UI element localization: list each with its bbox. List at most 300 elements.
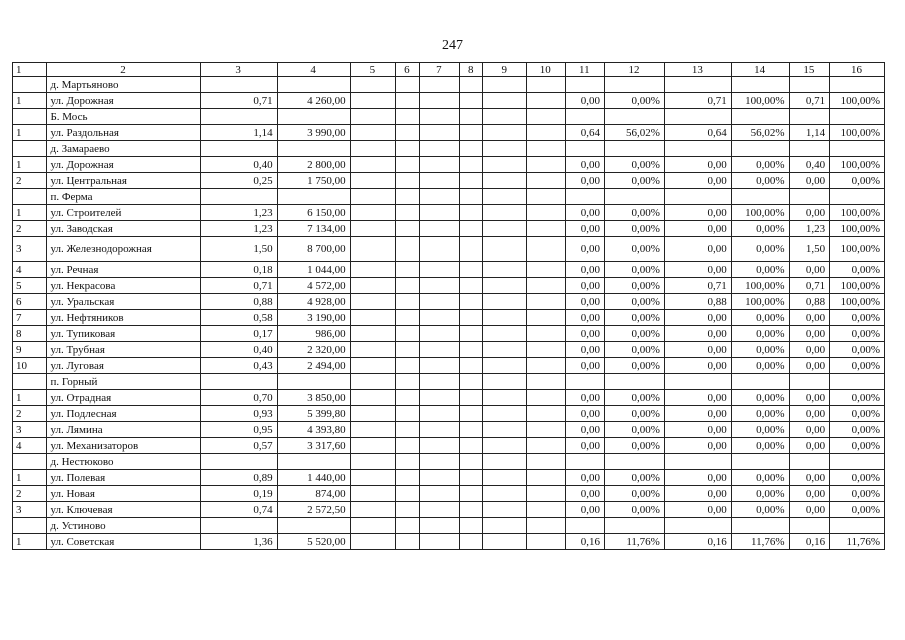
col-4-cell: 5 520,00 <box>277 534 350 550</box>
row-num-cell: 7 <box>13 310 47 326</box>
col-3-cell <box>200 374 277 390</box>
col-9-cell <box>483 77 527 93</box>
col-8-cell <box>460 326 483 342</box>
row-num-cell: 1 <box>13 390 47 406</box>
col-12-cell: 0,00% <box>605 173 665 189</box>
column-header: 14 <box>731 63 789 77</box>
col-15-cell: 0,00 <box>789 502 830 518</box>
column-header: 6 <box>396 63 419 77</box>
col-6-cell <box>396 77 419 93</box>
col-3-cell: 0,71 <box>200 93 277 109</box>
col-11-cell: 0,00 <box>565 294 605 310</box>
row-num-cell: 1 <box>13 470 47 486</box>
col-4-cell: 4 928,00 <box>277 294 350 310</box>
col-15-cell: 0,00 <box>789 486 830 502</box>
col-8-cell <box>460 454 483 470</box>
col-13-cell: 0,00 <box>664 205 731 221</box>
col-10-cell <box>527 109 566 125</box>
table-row <box>13 470 885 486</box>
col-11-cell: 0,00 <box>565 262 605 278</box>
col-7-cell <box>419 93 460 109</box>
col-10-cell <box>527 237 566 262</box>
col-5-cell <box>350 358 396 374</box>
col-10-cell <box>527 262 566 278</box>
col-10-cell <box>527 221 566 237</box>
col-12-cell: 0,00% <box>605 205 665 221</box>
col-5-cell <box>350 109 396 125</box>
col-14-cell <box>731 77 789 93</box>
col-9-cell <box>483 262 527 278</box>
table-row <box>13 358 885 374</box>
col-3-cell <box>200 518 277 534</box>
col-9-cell <box>483 518 527 534</box>
col-6-cell <box>396 342 419 358</box>
table-row <box>13 205 885 221</box>
table-row <box>13 406 885 422</box>
col-15-cell: 0,00 <box>789 358 830 374</box>
col-16-cell <box>830 454 885 470</box>
row-num-cell: 2 <box>13 221 47 237</box>
col-10-cell <box>527 141 566 157</box>
col-13-cell <box>664 518 731 534</box>
street-cell: ул. Подлесная <box>47 406 200 422</box>
col-5-cell <box>350 278 396 294</box>
col-10-cell <box>527 326 566 342</box>
col-14-cell: 0,00% <box>731 262 789 278</box>
col-12-cell: 0,00% <box>605 438 665 454</box>
row-num-cell <box>13 374 47 390</box>
col-4-cell: 874,00 <box>277 486 350 502</box>
row-num-cell <box>13 77 47 93</box>
col-16-cell: 0,00% <box>830 406 885 422</box>
col-13-cell: 0,88 <box>664 294 731 310</box>
row-num-cell: 10 <box>13 358 47 374</box>
col-13-cell: 0,00 <box>664 173 731 189</box>
col-12-cell <box>605 374 665 390</box>
col-6-cell <box>396 125 419 141</box>
col-4-cell: 1 750,00 <box>277 173 350 189</box>
col-15-cell: 0,71 <box>789 278 830 294</box>
col-7-cell <box>419 374 460 390</box>
col-13-cell <box>664 374 731 390</box>
col-9-cell <box>483 374 527 390</box>
col-14-cell: 0,00% <box>731 390 789 406</box>
col-11-cell <box>565 518 605 534</box>
col-8-cell <box>460 390 483 406</box>
col-3-cell: 0,18 <box>200 262 277 278</box>
col-11-cell: 0,00 <box>565 342 605 358</box>
col-15-cell: 0,00 <box>789 438 830 454</box>
col-7-cell <box>419 77 460 93</box>
col-6-cell <box>396 173 419 189</box>
col-12-cell <box>605 77 665 93</box>
col-16-cell: 0,00% <box>830 470 885 486</box>
col-9-cell <box>483 157 527 173</box>
col-5-cell <box>350 77 396 93</box>
settlement-row <box>13 374 885 390</box>
table-row <box>13 486 885 502</box>
col-8-cell <box>460 205 483 221</box>
col-6-cell <box>396 93 419 109</box>
col-13-cell: 0,00 <box>664 310 731 326</box>
col-10-cell <box>527 486 566 502</box>
col-13-cell: 0,00 <box>664 470 731 486</box>
col-4-cell: 4 572,00 <box>277 278 350 294</box>
col-5-cell <box>350 326 396 342</box>
col-13-cell: 0,00 <box>664 221 731 237</box>
col-5-cell <box>350 486 396 502</box>
col-11-cell: 0,00 <box>565 502 605 518</box>
col-13-cell: 0,71 <box>664 278 731 294</box>
col-4-cell <box>277 454 350 470</box>
col-7-cell <box>419 157 460 173</box>
table-row <box>13 237 885 262</box>
col-15-cell: 1,14 <box>789 125 830 141</box>
col-9-cell <box>483 221 527 237</box>
col-14-cell: 0,00% <box>731 422 789 438</box>
col-11-cell: 0,64 <box>565 125 605 141</box>
col-14-cell: 0,00% <box>731 157 789 173</box>
col-8-cell <box>460 406 483 422</box>
col-8-cell <box>460 93 483 109</box>
col-5-cell <box>350 237 396 262</box>
col-10-cell <box>527 93 566 109</box>
col-12-cell: 0,00% <box>605 221 665 237</box>
row-num-cell: 6 <box>13 294 47 310</box>
col-6-cell <box>396 294 419 310</box>
col-7-cell <box>419 205 460 221</box>
col-5-cell <box>350 518 396 534</box>
table-row <box>13 534 885 550</box>
col-15-cell: 0,00 <box>789 173 830 189</box>
col-16-cell: 0,00% <box>830 358 885 374</box>
col-15-cell: 0,40 <box>789 157 830 173</box>
col-6-cell <box>396 326 419 342</box>
col-6-cell <box>396 502 419 518</box>
col-5-cell <box>350 406 396 422</box>
street-cell: ул. Строителей <box>47 205 200 221</box>
col-14-cell: 0,00% <box>731 358 789 374</box>
col-5-cell <box>350 205 396 221</box>
col-14-cell: 11,76% <box>731 534 789 550</box>
col-3-cell: 0,89 <box>200 470 277 486</box>
col-11-cell: 0,00 <box>565 157 605 173</box>
col-9-cell <box>483 422 527 438</box>
col-10-cell <box>527 310 566 326</box>
street-cell: ул. Дорожная <box>47 93 200 109</box>
col-8-cell <box>460 157 483 173</box>
col-15-cell: 0,71 <box>789 93 830 109</box>
col-14-cell: 100,00% <box>731 278 789 294</box>
street-cell: ул. Уральская <box>47 294 200 310</box>
col-4-cell: 4 260,00 <box>277 93 350 109</box>
col-11-cell: 0,00 <box>565 310 605 326</box>
col-14-cell: 0,00% <box>731 173 789 189</box>
col-12-cell: 0,00% <box>605 502 665 518</box>
row-num-cell <box>13 518 47 534</box>
col-10-cell <box>527 173 566 189</box>
col-10-cell <box>527 374 566 390</box>
col-15-cell: 0,88 <box>789 294 830 310</box>
col-7-cell <box>419 125 460 141</box>
col-9-cell <box>483 141 527 157</box>
col-7-cell <box>419 262 460 278</box>
row-num-cell: 1 <box>13 534 47 550</box>
col-10-cell <box>527 438 566 454</box>
settlement-row <box>13 77 885 93</box>
row-num-cell <box>13 189 47 205</box>
col-12-cell: 0,00% <box>605 310 665 326</box>
col-6-cell <box>396 221 419 237</box>
col-10-cell <box>527 278 566 294</box>
col-7-cell <box>419 502 460 518</box>
col-16-cell <box>830 77 885 93</box>
col-5-cell <box>350 422 396 438</box>
col-15-cell <box>789 518 830 534</box>
col-6-cell <box>396 205 419 221</box>
col-9-cell <box>483 237 527 262</box>
col-15-cell: 0,00 <box>789 422 830 438</box>
col-14-cell <box>731 189 789 205</box>
street-cell: ул. Речная <box>47 262 200 278</box>
table-row <box>13 294 885 310</box>
col-4-cell: 3 850,00 <box>277 390 350 406</box>
col-15-cell: 0,16 <box>789 534 830 550</box>
col-7-cell <box>419 358 460 374</box>
col-13-cell <box>664 141 731 157</box>
col-3-cell: 1,36 <box>200 534 277 550</box>
col-14-cell: 100,00% <box>731 294 789 310</box>
col-9-cell <box>483 93 527 109</box>
col-11-cell: 0,00 <box>565 173 605 189</box>
col-7-cell <box>419 141 460 157</box>
col-7-cell <box>419 486 460 502</box>
table-row <box>13 438 885 454</box>
col-7-cell <box>419 406 460 422</box>
col-9-cell <box>483 205 527 221</box>
col-14-cell: 100,00% <box>731 205 789 221</box>
table-row <box>13 326 885 342</box>
col-4-cell <box>277 141 350 157</box>
col-16-cell: 100,00% <box>830 278 885 294</box>
col-7-cell <box>419 470 460 486</box>
col-5-cell <box>350 454 396 470</box>
settlement-row <box>13 454 885 470</box>
col-15-cell: 0,00 <box>789 390 830 406</box>
col-3-cell: 0,93 <box>200 406 277 422</box>
col-6-cell <box>396 310 419 326</box>
col-10-cell <box>527 358 566 374</box>
col-4-cell: 5 399,80 <box>277 406 350 422</box>
row-num-cell: 8 <box>13 326 47 342</box>
col-10-cell <box>527 342 566 358</box>
col-5-cell <box>350 470 396 486</box>
col-8-cell <box>460 109 483 125</box>
col-11-cell <box>565 189 605 205</box>
col-5-cell <box>350 294 396 310</box>
col-4-cell: 2 572,50 <box>277 502 350 518</box>
col-11-cell <box>565 374 605 390</box>
col-3-cell: 0,70 <box>200 390 277 406</box>
col-11-cell: 0,00 <box>565 205 605 221</box>
street-cell: ул. Советская <box>47 534 200 550</box>
col-4-cell: 1 044,00 <box>277 262 350 278</box>
col-13-cell: 0,16 <box>664 534 731 550</box>
col-4-cell: 6 150,00 <box>277 205 350 221</box>
col-9-cell <box>483 173 527 189</box>
street-cell: ул. Трубная <box>47 342 200 358</box>
settlement-name: д. Замараево <box>47 141 200 157</box>
col-9-cell <box>483 406 527 422</box>
col-7-cell <box>419 342 460 358</box>
col-14-cell: 0,00% <box>731 310 789 326</box>
col-16-cell <box>830 189 885 205</box>
col-14-cell: 0,00% <box>731 221 789 237</box>
column-header: 1 <box>13 63 47 77</box>
col-3-cell <box>200 109 277 125</box>
col-9-cell <box>483 534 527 550</box>
col-12-cell: 0,00% <box>605 93 665 109</box>
column-header: 4 <box>277 63 350 77</box>
column-header: 7 <box>419 63 460 77</box>
col-6-cell <box>396 278 419 294</box>
col-8-cell <box>460 374 483 390</box>
col-9-cell <box>483 189 527 205</box>
street-cell: ул. Раздольная <box>47 125 200 141</box>
row-num-cell: 2 <box>13 406 47 422</box>
col-14-cell: 0,00% <box>731 326 789 342</box>
col-11-cell: 0,00 <box>565 390 605 406</box>
col-5-cell <box>350 310 396 326</box>
col-12-cell <box>605 518 665 534</box>
col-11-cell <box>565 77 605 93</box>
settlement-row <box>13 109 885 125</box>
col-14-cell: 0,00% <box>731 486 789 502</box>
col-7-cell <box>419 189 460 205</box>
street-cell: ул. Полевая <box>47 470 200 486</box>
col-3-cell: 0,40 <box>200 157 277 173</box>
col-5-cell <box>350 438 396 454</box>
col-5-cell <box>350 125 396 141</box>
col-15-cell: 0,00 <box>789 310 830 326</box>
col-5-cell <box>350 141 396 157</box>
col-15-cell <box>789 189 830 205</box>
col-16-cell: 0,00% <box>830 486 885 502</box>
col-11-cell: 0,00 <box>565 237 605 262</box>
col-10-cell <box>527 390 566 406</box>
col-9-cell <box>483 454 527 470</box>
col-9-cell <box>483 294 527 310</box>
settlement-row <box>13 141 885 157</box>
col-10-cell <box>527 189 566 205</box>
col-16-cell: 100,00% <box>830 205 885 221</box>
col-9-cell <box>483 278 527 294</box>
col-13-cell: 0,00 <box>664 157 731 173</box>
col-14-cell: 0,00% <box>731 342 789 358</box>
col-15-cell <box>789 141 830 157</box>
col-15-cell: 1,50 <box>789 237 830 262</box>
column-header: 10 <box>527 63 566 77</box>
street-cell: ул. Новая <box>47 486 200 502</box>
col-14-cell: 0,00% <box>731 438 789 454</box>
table-row <box>13 502 885 518</box>
row-num-cell: 3 <box>13 422 47 438</box>
col-7-cell <box>419 518 460 534</box>
col-6-cell <box>396 157 419 173</box>
row-num-cell: 9 <box>13 342 47 358</box>
col-8-cell <box>460 342 483 358</box>
row-num-cell: 3 <box>13 502 47 518</box>
column-header: 2 <box>47 63 200 77</box>
col-15-cell: 0,00 <box>789 470 830 486</box>
col-13-cell: 0,00 <box>664 438 731 454</box>
col-10-cell <box>527 422 566 438</box>
col-8-cell <box>460 534 483 550</box>
col-13-cell: 0,00 <box>664 406 731 422</box>
col-7-cell <box>419 310 460 326</box>
col-8-cell <box>460 358 483 374</box>
col-12-cell: 0,00% <box>605 262 665 278</box>
column-header: 8 <box>460 63 483 77</box>
col-12-cell: 0,00% <box>605 342 665 358</box>
col-13-cell: 0,00 <box>664 237 731 262</box>
col-15-cell: 0,00 <box>789 262 830 278</box>
col-13-cell <box>664 189 731 205</box>
col-11-cell: 0,00 <box>565 422 605 438</box>
table-row <box>13 93 885 109</box>
col-8-cell <box>460 502 483 518</box>
table-row <box>13 125 885 141</box>
col-16-cell: 0,00% <box>830 502 885 518</box>
col-11-cell: 0,00 <box>565 438 605 454</box>
row-num-cell: 2 <box>13 486 47 502</box>
settlement-name: д. Нестюково <box>47 454 200 470</box>
col-11-cell: 0,00 <box>565 470 605 486</box>
col-3-cell: 1,14 <box>200 125 277 141</box>
col-7-cell <box>419 278 460 294</box>
col-6-cell <box>396 534 419 550</box>
col-16-cell: 11,76% <box>830 534 885 550</box>
col-4-cell <box>277 189 350 205</box>
col-3-cell: 0,95 <box>200 422 277 438</box>
col-14-cell: 0,00% <box>731 502 789 518</box>
col-4-cell <box>277 518 350 534</box>
col-12-cell: 0,00% <box>605 486 665 502</box>
street-cell: ул. Заводская <box>47 221 200 237</box>
col-4-cell: 1 440,00 <box>277 470 350 486</box>
col-12-cell: 0,00% <box>605 237 665 262</box>
col-5-cell <box>350 173 396 189</box>
col-16-cell: 100,00% <box>830 157 885 173</box>
row-num-cell: 1 <box>13 205 47 221</box>
table-row <box>13 342 885 358</box>
table-row <box>13 390 885 406</box>
col-4-cell: 2 320,00 <box>277 342 350 358</box>
street-cell: ул. Дорожная <box>47 157 200 173</box>
row-num-cell <box>13 454 47 470</box>
col-16-cell: 100,00% <box>830 294 885 310</box>
col-3-cell: 0,88 <box>200 294 277 310</box>
col-8-cell <box>460 77 483 93</box>
col-8-cell <box>460 278 483 294</box>
col-14-cell: 56,02% <box>731 125 789 141</box>
street-cell: ул. Ключевая <box>47 502 200 518</box>
table-row <box>13 310 885 326</box>
col-11-cell <box>565 141 605 157</box>
col-4-cell: 3 317,60 <box>277 438 350 454</box>
col-12-cell: 11,76% <box>605 534 665 550</box>
col-16-cell: 0,00% <box>830 326 885 342</box>
